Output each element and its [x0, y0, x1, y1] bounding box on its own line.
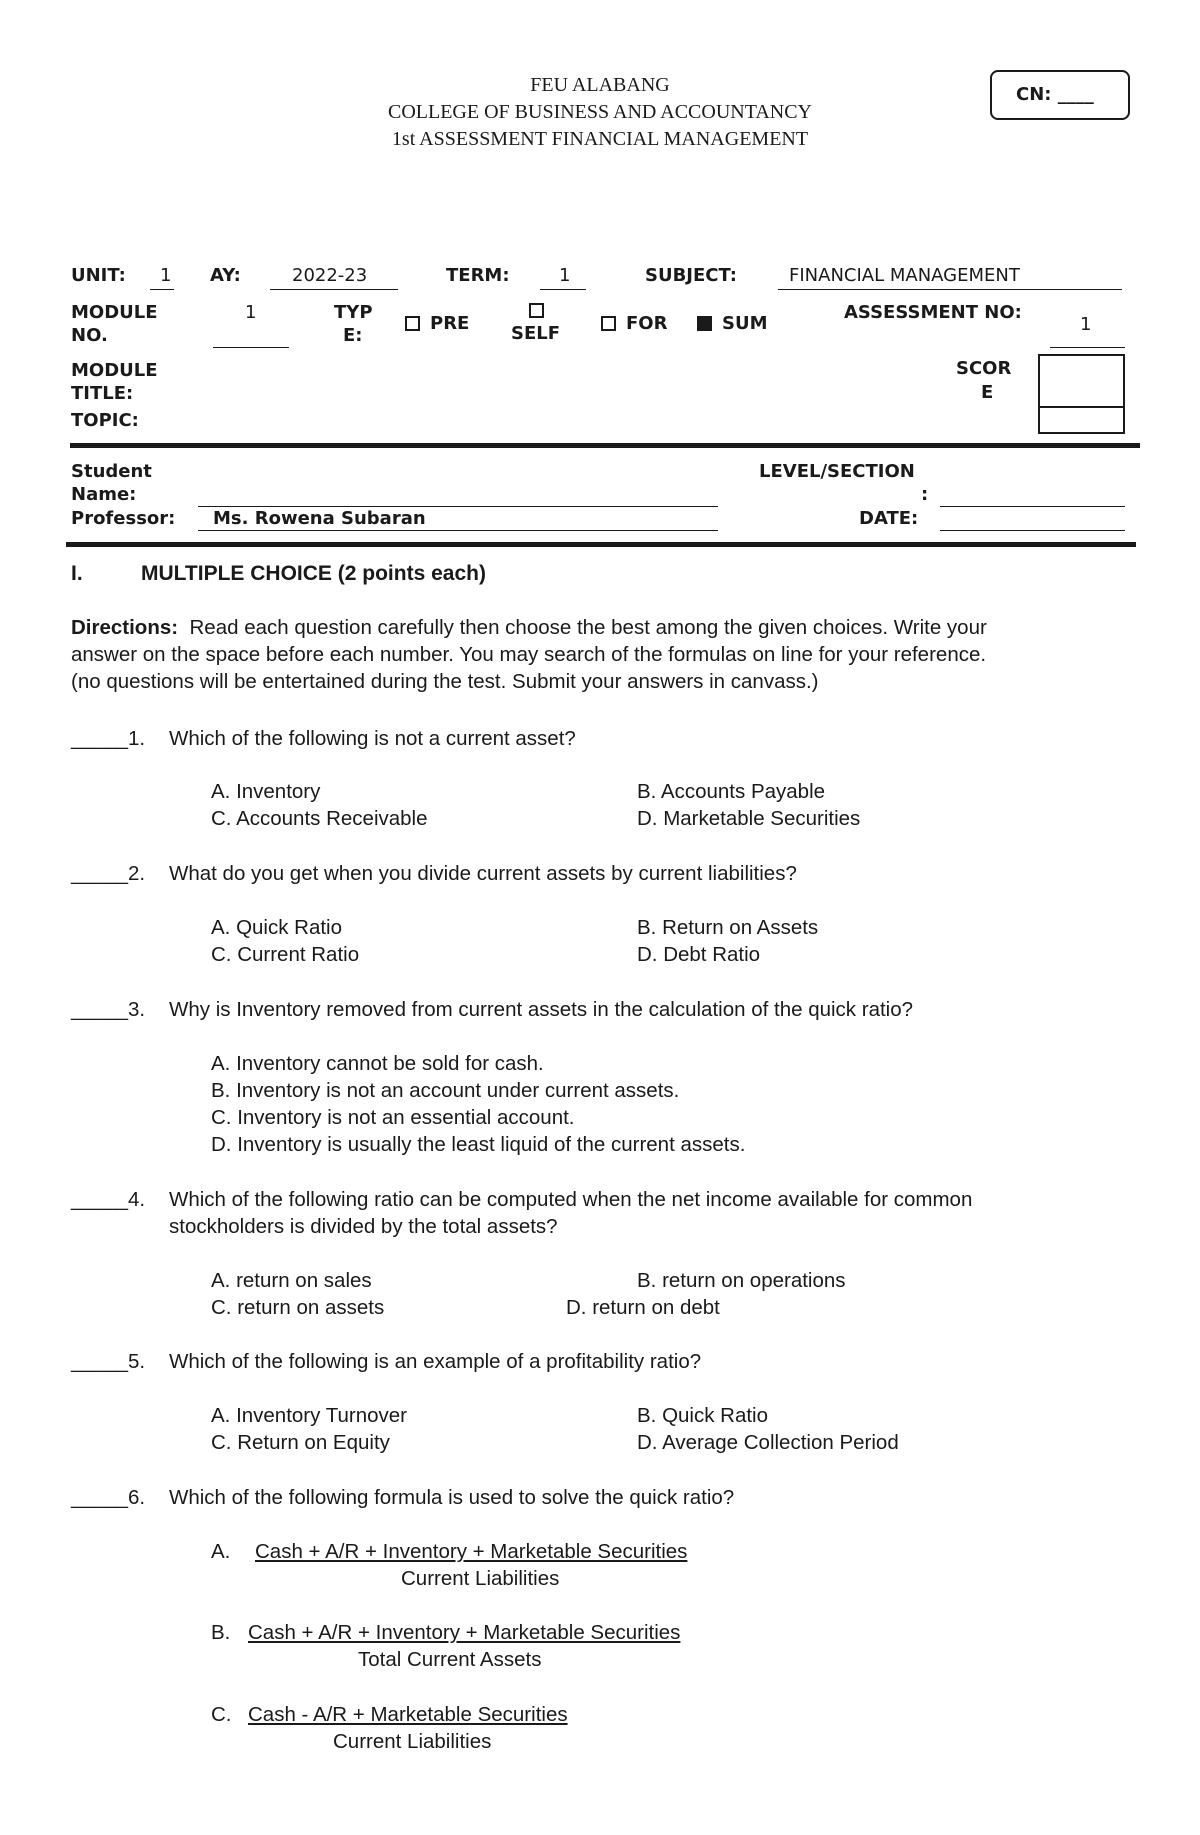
self-label: SELF — [511, 323, 561, 344]
q3-text: Why is Inventory removed from current assets in the calculation of the quick ratio? — [169, 998, 914, 1021]
directions-line-2: answer on the space before each number. You may search of the formulas on line for your reference. — [71, 643, 987, 666]
q3-choice-c[interactable]: C. Inventory is not an essential account. — [211, 1106, 575, 1129]
q4-text-2: stockholders is divided by the total assets? — [169, 1215, 558, 1238]
topic-label: TOPIC: — [71, 410, 139, 431]
sum-checkbox[interactable] — [697, 316, 712, 331]
student-name-field[interactable] — [198, 506, 718, 507]
q6-choice-c-letter[interactable]: C. — [211, 1703, 232, 1726]
for-checkbox[interactable] — [601, 316, 616, 331]
pre-checkbox[interactable] — [405, 316, 420, 331]
for-label: FOR — [626, 313, 668, 334]
q6-choice-b-numerator-text: Cash + A/R + Inventory + Marketable Securities — [248, 1621, 681, 1644]
assessment-no-underline — [1050, 347, 1125, 348]
assessment-title: 1st ASSESSMENT FINANCIAL MANAGEMENT — [391, 128, 809, 150]
score-label: SCOR — [956, 358, 1012, 379]
professor-value: Ms. Rowena Subaran — [213, 508, 426, 529]
ay-value: 2022-23 — [292, 265, 368, 286]
student-name-label-2: Name: — [71, 484, 137, 505]
q5-choice-c[interactable]: C. Return on Equity — [211, 1431, 390, 1454]
q1-choice-c[interactable]: C. Accounts Receivable — [211, 807, 428, 830]
student-name-label: Student — [71, 461, 152, 482]
level-section-colon: : — [921, 484, 929, 505]
module-title-label: MODULE — [71, 360, 158, 381]
module-no-value: 1 — [245, 302, 257, 323]
directions-line-1 — [71, 616, 987, 640]
subject-underline — [778, 289, 1122, 290]
section-title: MULTIPLE CHOICE (2 points each) — [141, 562, 486, 585]
module-no-label-2: NO. — [71, 325, 108, 346]
q4-choice-b[interactable]: B. return on operations — [637, 1269, 846, 1292]
q1-choice-b[interactable]: B. Accounts Payable — [637, 780, 826, 803]
module-no-label: MODULE — [71, 302, 158, 323]
q5-blank[interactable]: _____5. — [71, 1350, 146, 1373]
q5-choice-d[interactable]: D. Average Collection Period — [637, 1431, 899, 1454]
date-field[interactable] — [940, 530, 1125, 531]
q6-choice-c-numerator[interactable] — [248, 1703, 568, 1727]
q4-choice-c[interactable]: C. return on assets — [211, 1296, 385, 1319]
directions-text-1: Read each question carefully then choose the best among the given choices. Write your — [189, 616, 987, 639]
term-label: TERM: — [446, 265, 510, 286]
q4-choice-d[interactable]: D. return on debt — [566, 1296, 720, 1319]
directions-label: Directions: — [71, 616, 179, 639]
score-label-2: E — [981, 382, 994, 403]
q2-choice-c[interactable]: C. Current Ratio — [211, 943, 360, 966]
professor-label: Professor: — [71, 508, 176, 529]
q5-text: Which of the following is an example of a profitability ratio? — [169, 1350, 702, 1373]
ay-label: AY: — [210, 265, 241, 286]
q6-blank[interactable]: _____6. — [71, 1486, 146, 1509]
cn-label: CN: ____ — [1016, 84, 1094, 105]
score-divider — [1040, 406, 1123, 408]
q1-choice-d[interactable]: D. Marketable Securities — [637, 807, 861, 830]
unit-label: UNIT: — [71, 265, 126, 286]
q6-choice-c-denominator: Current Liabilities — [333, 1730, 492, 1753]
q4-choice-a[interactable]: A. return on sales — [211, 1269, 372, 1292]
q6-choice-a-letter[interactable]: A. — [211, 1540, 231, 1563]
type-label-2: E: — [343, 325, 363, 346]
type-label: TYP — [334, 302, 373, 323]
q6-choice-b-numerator[interactable] — [248, 1621, 680, 1645]
term-underline — [540, 289, 586, 290]
pre-label: PRE — [430, 313, 470, 334]
professor-underline — [198, 530, 718, 531]
level-section-field[interactable] — [940, 506, 1125, 507]
q2-choice-b[interactable]: B. Return on Assets — [637, 916, 819, 939]
header-divider — [70, 443, 1140, 448]
date-label: DATE: — [859, 508, 919, 529]
score-box[interactable] — [1038, 354, 1125, 434]
q5-choice-a[interactable]: A. Inventory Turnover — [211, 1404, 407, 1427]
assessment-no-value: 1 — [1080, 314, 1092, 335]
q5-choice-b[interactable]: B. Quick Ratio — [637, 1404, 769, 1427]
ay-underline — [270, 289, 398, 290]
q2-choice-d[interactable]: D. Debt Ratio — [637, 943, 761, 966]
q4-blank[interactable]: _____4. — [71, 1188, 146, 1211]
q6-text: Which of the following formula is used to solve the quick ratio? — [169, 1486, 735, 1509]
cn-box[interactable] — [990, 70, 1130, 120]
term-value: 1 — [559, 265, 571, 286]
subject-label: SUBJECT: — [645, 265, 737, 286]
directions-line-3: (no questions will be entertained during the test. Submit your answers in canvass.) — [71, 670, 819, 693]
q1-blank[interactable]: _____1. — [71, 727, 146, 750]
college-name: COLLEGE OF BUSINESS AND ACCOUNTANCY — [388, 101, 812, 123]
q2-blank[interactable]: _____2. — [71, 862, 146, 885]
q6-choice-b-letter[interactable]: B. — [211, 1621, 231, 1644]
q1-text: Which of the following is not a current asset? — [169, 727, 576, 750]
level-section-label: LEVEL/SECTION — [759, 461, 915, 482]
module-no-underline — [213, 347, 289, 348]
q4-text: Which of the following ratio can be computed when the net income available for common — [169, 1188, 973, 1211]
q6-choice-a-denominator: Current Liabilities — [401, 1567, 560, 1590]
unit-value: 1 — [160, 265, 172, 286]
sum-label: SUM — [722, 313, 768, 334]
unit-underline — [150, 289, 174, 290]
q3-choice-d[interactable]: D. Inventory is usually the least liquid of the current assets. — [211, 1133, 746, 1156]
q6-choice-a-numerator[interactable] — [255, 1540, 687, 1564]
q2-choice-a[interactable]: A. Quick Ratio — [211, 916, 343, 939]
subject-value: FINANCIAL MANAGEMENT — [789, 265, 1020, 286]
school-name: FEU ALABANG — [530, 74, 670, 96]
q2-text: What do you get when you divide current assets by current liabilities? — [169, 862, 797, 885]
section-number: I. — [71, 562, 83, 585]
q1-choice-a[interactable]: A. Inventory — [211, 780, 321, 803]
q6-choice-c-numerator-text: Cash - A/R + Marketable Securities — [248, 1703, 568, 1726]
q3-choice-b[interactable]: B. Inventory is not an account under current assets. — [211, 1079, 680, 1102]
assessment-no-label: ASSESSMENT NO: — [844, 302, 1022, 323]
q6-choice-b-denominator: Total Current Assets — [358, 1648, 542, 1671]
module-title-label-2: TITLE: — [71, 383, 134, 404]
student-divider — [66, 542, 1136, 547]
q6-choice-a-numerator-text: Cash + A/R + Inventory + Marketable Securities — [255, 1540, 688, 1563]
q3-choice-a[interactable]: A. Inventory cannot be sold for cash. — [211, 1052, 544, 1075]
q3-blank[interactable]: _____3. — [71, 998, 146, 1021]
self-checkbox[interactable] — [529, 303, 544, 318]
